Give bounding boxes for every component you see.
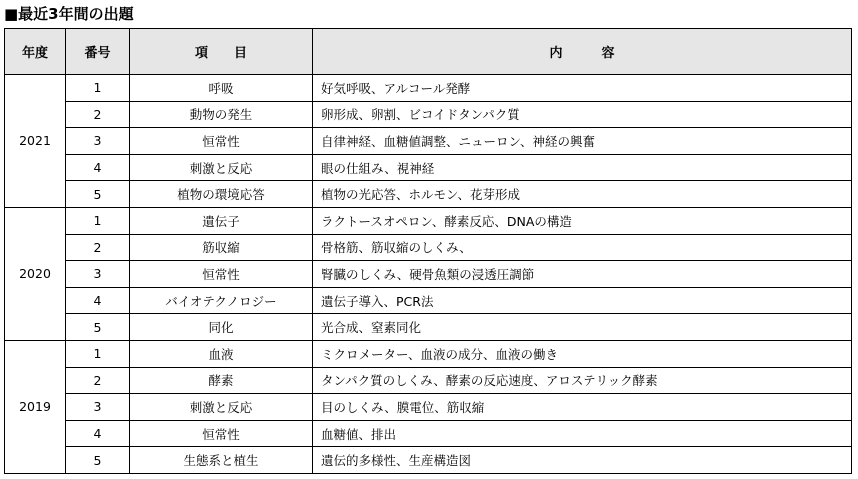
number-cell: 1 bbox=[66, 340, 130, 367]
item-cell: 恒常性 bbox=[130, 261, 313, 288]
table-row bbox=[5, 207, 852, 234]
number-cell: 2 bbox=[66, 367, 130, 394]
header-content: 内 容 bbox=[313, 29, 852, 75]
item-cell: バイオテクノロジー bbox=[130, 287, 313, 314]
content-cell: 植物の光応答、ホルモン、花芽形成 bbox=[313, 181, 852, 208]
item-cell: 生態系と植生 bbox=[130, 447, 313, 474]
page-title: ■最近3年間の出題 bbox=[4, 5, 134, 23]
content-cell: 骨格筋、筋収縮のしくみ、 bbox=[313, 234, 852, 261]
year-cell: 2019 bbox=[5, 340, 66, 473]
content-cell: 遺伝的多様性、生産構造図 bbox=[313, 447, 852, 474]
exam-topics-table bbox=[4, 28, 852, 474]
number-cell: 5 bbox=[66, 447, 130, 474]
year-cell: 2021 bbox=[5, 75, 66, 208]
item-cell: 同化 bbox=[130, 314, 313, 341]
table-row bbox=[5, 261, 852, 288]
year-cell: 2020 bbox=[5, 207, 66, 340]
item-cell: 動物の発生 bbox=[130, 101, 313, 128]
content-cell: タンパク質のしくみ、酵素の反応速度、アロステリック酵素 bbox=[313, 367, 852, 394]
item-cell: 恒常性 bbox=[130, 128, 313, 155]
number-cell: 1 bbox=[66, 207, 130, 234]
table-row bbox=[5, 128, 852, 155]
item-cell: 刺激と反応 bbox=[130, 154, 313, 181]
header-number: 番号 bbox=[66, 29, 130, 75]
table-row bbox=[5, 340, 852, 367]
table-row bbox=[5, 367, 852, 394]
content-cell: 眼の仕組み、視神経 bbox=[313, 154, 852, 181]
header-item: 項 目 bbox=[130, 29, 313, 75]
item-cell: 遺伝子 bbox=[130, 207, 313, 234]
number-cell: 4 bbox=[66, 154, 130, 181]
content-cell: 卵形成、卵割、ビコイドタンパク質 bbox=[313, 101, 852, 128]
content-cell: 目のしくみ、膜電位、筋収縮 bbox=[313, 394, 852, 421]
content-cell: ミクロメーター、血液の成分、血液の働き bbox=[313, 340, 852, 367]
number-cell: 3 bbox=[66, 261, 130, 288]
table-row bbox=[5, 447, 852, 474]
number-cell: 4 bbox=[66, 420, 130, 447]
content-cell: 好気呼吸、アルコール発酵 bbox=[313, 75, 852, 102]
item-cell: 酵素 bbox=[130, 367, 313, 394]
number-cell: 5 bbox=[66, 181, 130, 208]
number-cell: 5 bbox=[66, 314, 130, 341]
item-cell: 血液 bbox=[130, 340, 313, 367]
table-row bbox=[5, 181, 852, 208]
number-cell: 3 bbox=[66, 128, 130, 155]
table-row bbox=[5, 101, 852, 128]
table-row bbox=[5, 394, 852, 421]
table-row bbox=[5, 234, 852, 261]
content-cell: 腎臓のしくみ、硬骨魚類の浸透圧調節 bbox=[313, 261, 852, 288]
table-body bbox=[5, 75, 852, 474]
header-year: 年度 bbox=[5, 29, 66, 75]
content-cell: 自律神経、血糖値調整、ニューロン、神経の興奮 bbox=[313, 128, 852, 155]
header-row bbox=[5, 29, 852, 75]
content-cell: ラクトースオペロン、酵素反応、DNAの構造 bbox=[313, 207, 852, 234]
number-cell: 4 bbox=[66, 287, 130, 314]
item-cell: 恒常性 bbox=[130, 420, 313, 447]
number-cell: 1 bbox=[66, 75, 130, 102]
table-row bbox=[5, 420, 852, 447]
table-row bbox=[5, 287, 852, 314]
table-row bbox=[5, 154, 852, 181]
item-cell: 筋収縮 bbox=[130, 234, 313, 261]
item-cell: 植物の環境応答 bbox=[130, 181, 313, 208]
content-cell: 遺伝子導入、PCR法 bbox=[313, 287, 852, 314]
number-cell: 2 bbox=[66, 101, 130, 128]
item-cell: 呼吸 bbox=[130, 75, 313, 102]
number-cell: 2 bbox=[66, 234, 130, 261]
table-row bbox=[5, 314, 852, 341]
content-cell: 血糖値、排出 bbox=[313, 420, 852, 447]
item-cell: 刺激と反応 bbox=[130, 394, 313, 421]
content-cell: 光合成、窒素同化 bbox=[313, 314, 852, 341]
table-row bbox=[5, 75, 852, 102]
number-cell: 3 bbox=[66, 394, 130, 421]
